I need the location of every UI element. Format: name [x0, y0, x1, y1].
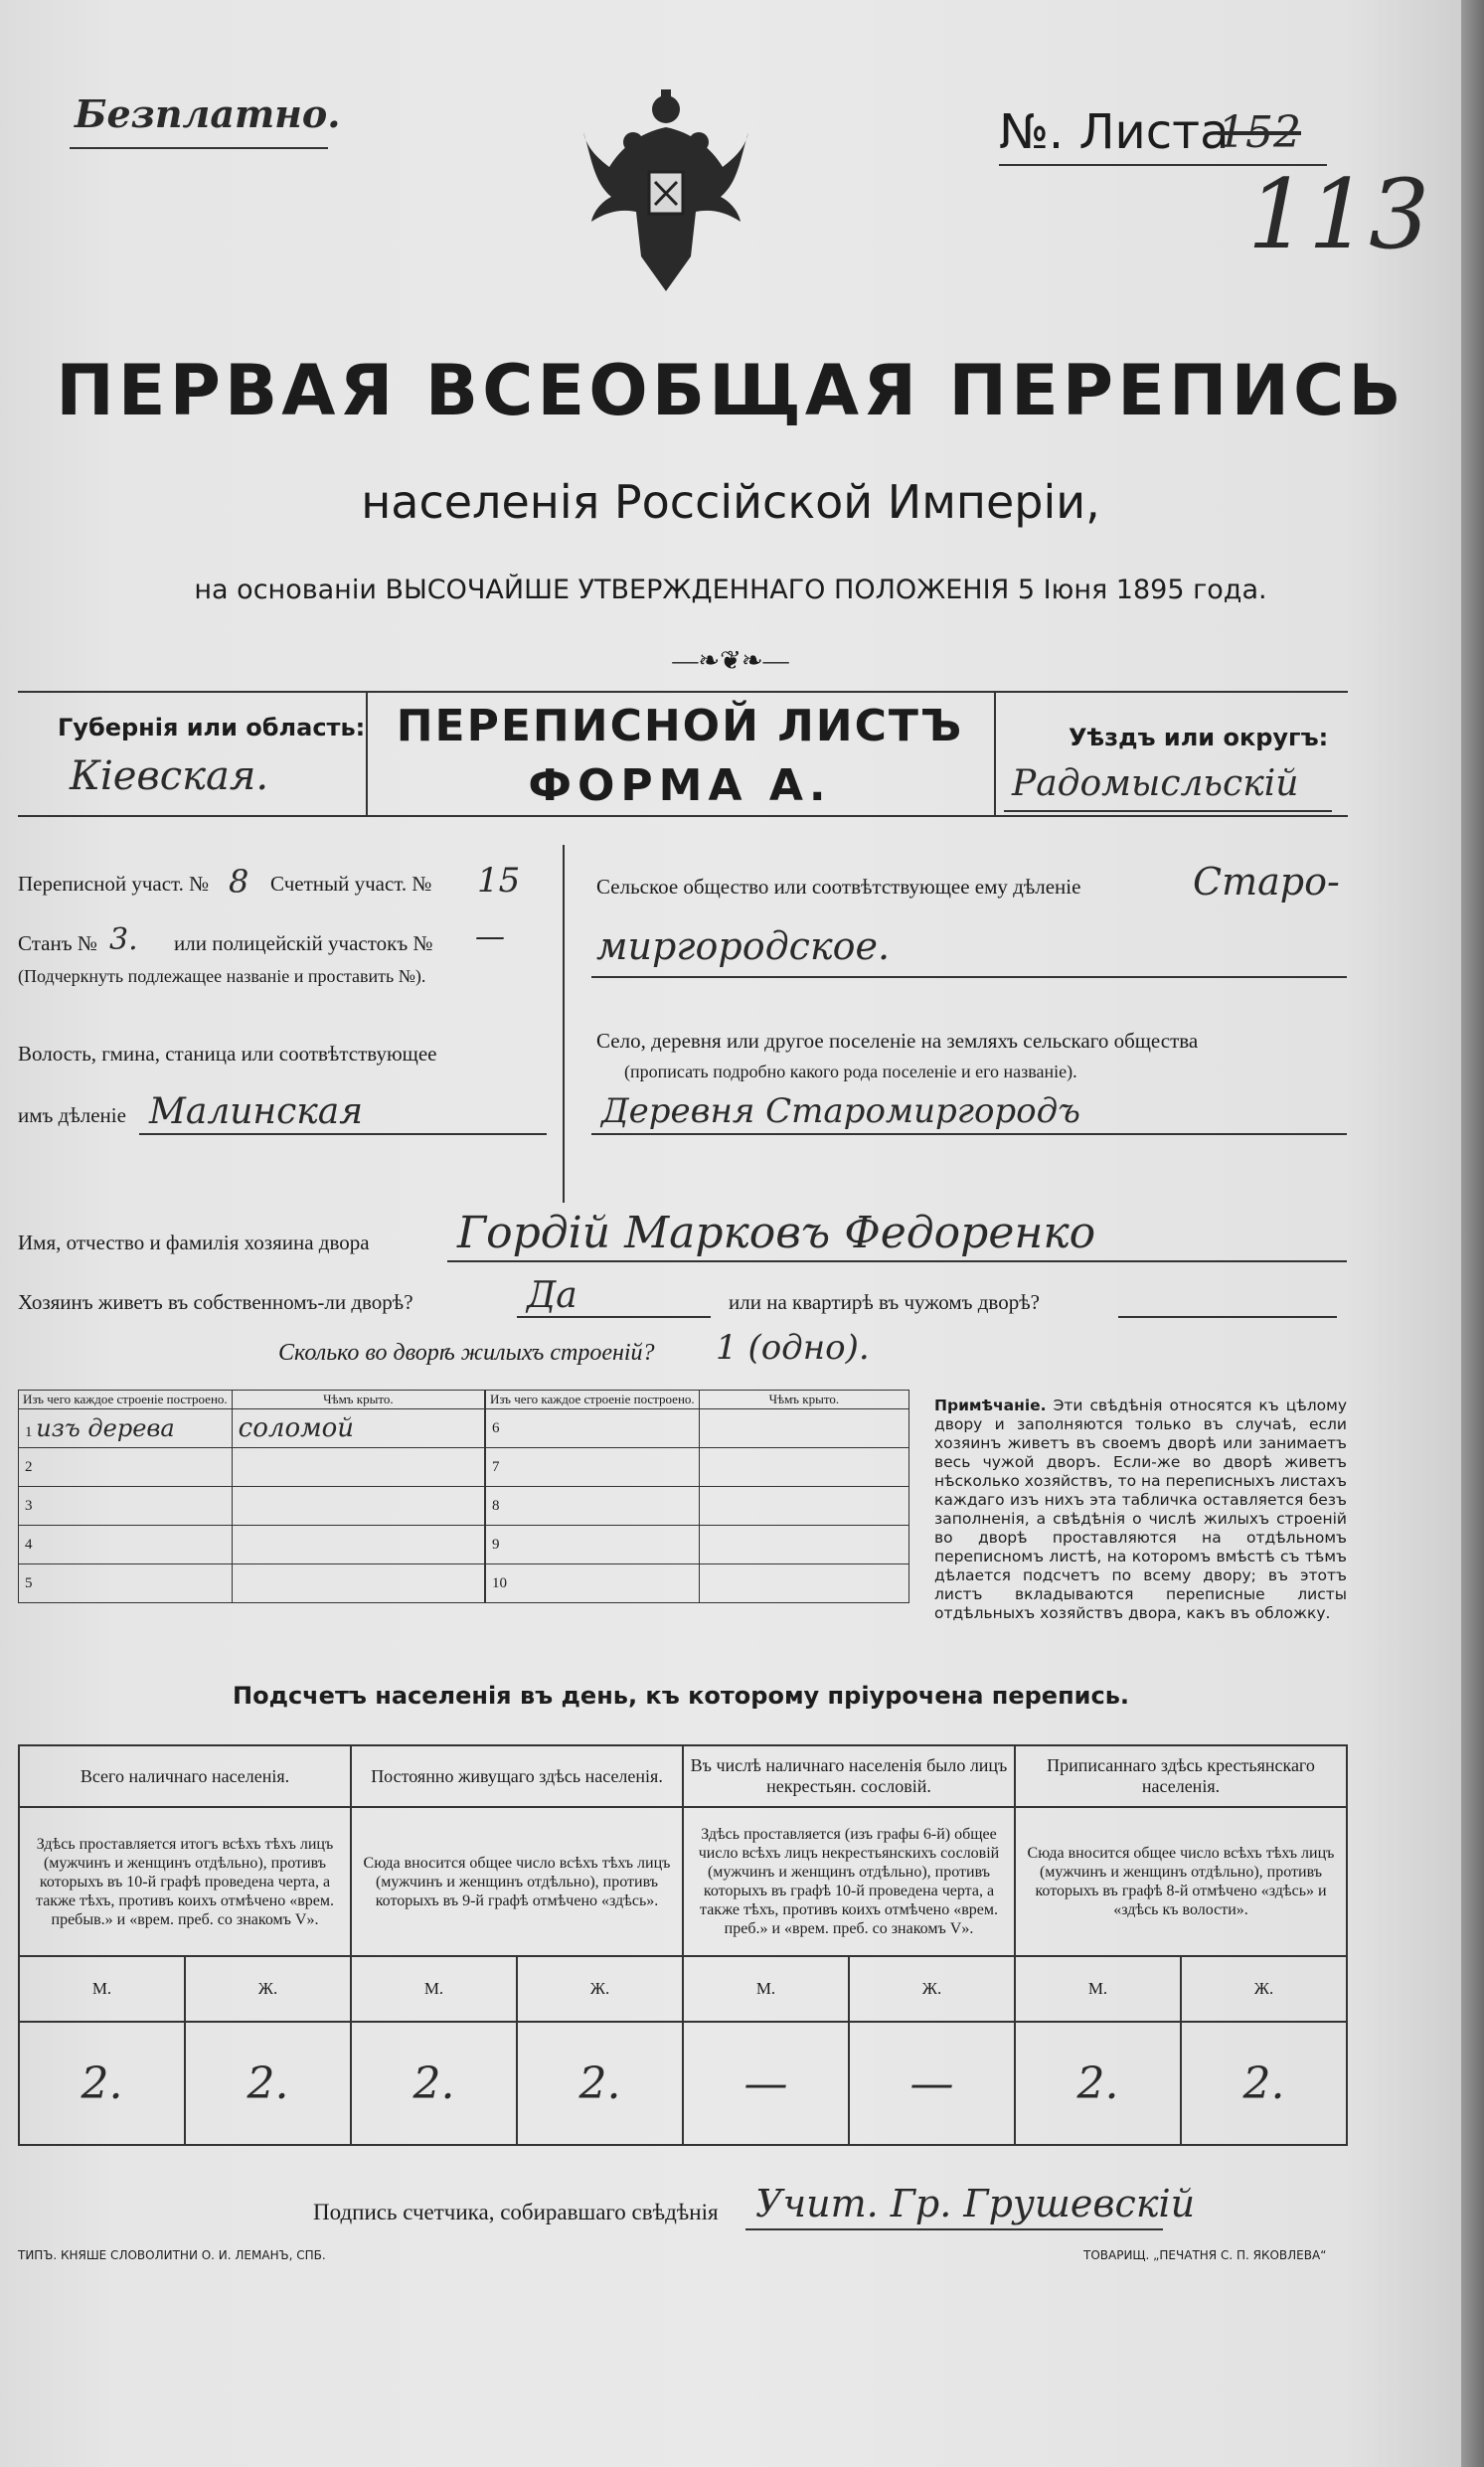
stan-label: Станъ № [18, 931, 97, 955]
schetny-value: 15 [477, 861, 521, 901]
col-total-present: Всего наличнаго населенія. [19, 1745, 351, 1807]
roof-cell [232, 1448, 484, 1487]
header-band-top [18, 691, 1348, 693]
volost-label-line2: имъ дѣленіе [18, 1103, 126, 1127]
printer-right: ТОВАРИЩ. „ПЕЧАТНЯ С. П. ЯКОВЛЕВА“ [1083, 2248, 1327, 2262]
col-permanent: Постоянно живущаго здѣсь населенія. [351, 1745, 683, 1807]
header-band-bottom [18, 815, 1348, 817]
police-label: или полицейскій участокъ № [174, 931, 433, 955]
own-yard-underline [517, 1316, 711, 1318]
roof-cell [699, 1564, 908, 1603]
free-underline [70, 147, 328, 149]
male-header: М. [19, 1956, 185, 2022]
desc-non-peasant: Здѣсь проставляется (изъ графы 6-й) общее число всѣхъ лицъ некрестьянскихъ сословій (мужчинъ и женщинъ отдѣльно), противъ которыхъ въ графѣ 10-й проведена черта, а также тѣхъ, противъ коихъ отмѣчено «врем. преб.» и «врем. преб. со знакомъ V». [683, 1807, 1015, 1956]
volost-label-line1: Волость, гмина, станица или соотвѣтствующее [18, 1042, 437, 1066]
form-subtitle: ФОРМА А. [528, 760, 832, 811]
female-header: Ж. [1181, 1956, 1347, 2022]
female-header: Ж. [517, 1956, 683, 2022]
uezd-underline [1004, 810, 1332, 812]
population-title: Подсчетъ населенія въ день, къ которому пріурочена перепись. [233, 1682, 1129, 1710]
row-number: 1 [25, 1424, 33, 1440]
village-value: Деревня Старомиргородъ [601, 1091, 1080, 1131]
note-label: Примѣчаніе. [934, 1397, 1047, 1414]
female-header: Ж. [185, 1956, 351, 2022]
page-subtitle: населенія Россійской Имперіи, [361, 475, 1100, 529]
table-row [19, 1448, 485, 1487]
uchastok-label: Переписной участ. № [18, 872, 210, 896]
desc-total-present: Здѣсь проставляется итогъ всѣхъ тѣхъ лицъ (мужчинъ и женщинъ отдѣльно), противъ которыхъ въ 10-й графѣ проведена черта, а также тѣхъ, противъ коихъ отмѣчено «врем. пребыв.» и «врем. преб. со знакомъ V». [19, 1807, 351, 1956]
col-roof: Чѣмъ крыто. [699, 1391, 908, 1409]
non-peasant-male-value: — [683, 2022, 849, 2145]
total-female-value: 2. [185, 2022, 351, 2145]
society-value-line2: миргородское. [596, 924, 891, 968]
volost-value: Малинская [149, 1091, 364, 1132]
village-label: Село, деревня или другое поселеніе на земляхъ сельскаго общества [596, 1029, 1199, 1053]
police-value: — [475, 919, 505, 954]
table-row [19, 1564, 485, 1603]
table-row [486, 1564, 909, 1603]
owner-name-underline [447, 1260, 1347, 1262]
male-header: М. [351, 1956, 517, 2022]
ornament-divider: —❧❦❧— [672, 646, 789, 675]
col-made-of: Изъ чего каждое строеніе построено. [19, 1391, 233, 1409]
permanent-female-value: 2. [517, 2022, 683, 2145]
row-number: 3 [25, 1497, 33, 1514]
male-header: М. [1015, 1956, 1181, 2022]
page-title: ПЕРВАЯ ВСЕОБЩАЯ ПЕРЕПИСЬ [56, 350, 1405, 431]
buildings-table-right [485, 1390, 909, 1603]
apartment-label: или на квартирѣ въ чужомъ дворѣ? [729, 1290, 1040, 1314]
signature-underline [745, 2228, 1163, 2230]
registered-female-value: 2. [1181, 2022, 1347, 2145]
desc-permanent: Сюда вносится общее число всѣхъ тѣхъ лицъ (мужчинъ и женщинъ отдѣльно), противъ которыхъ въ 9-й графѣ отмѣчено «здѣсь». [351, 1807, 683, 1956]
table-row [19, 1409, 485, 1448]
material-cell: изъ дерева [36, 1414, 175, 1442]
table-row [486, 1526, 909, 1564]
roof-cell [232, 1526, 484, 1564]
row-number: 6 [492, 1419, 500, 1436]
table-row [19, 1526, 485, 1564]
row-number: 10 [492, 1574, 507, 1591]
table-row [486, 1448, 909, 1487]
population-table [18, 1744, 1348, 2146]
buildings-count-label: Сколько во дворѣ жилыхъ строеній? [278, 1340, 655, 1366]
permanent-male-value: 2. [351, 2022, 517, 2145]
sheet-number-handwritten: 113 [1247, 159, 1430, 270]
uchastok-value: 8 [229, 863, 249, 901]
volost-underline [139, 1133, 547, 1135]
form-title: ПЕРЕПИСНОЙ ЛИСТЪ [396, 701, 964, 751]
location-divider [563, 845, 565, 1203]
table-row [19, 1487, 485, 1526]
sheet-number-label: №. Листа [999, 104, 1230, 160]
owner-name-label: Имя, отчество и фамилія хозяина двора [18, 1231, 370, 1254]
row-number: 9 [492, 1536, 500, 1553]
signature-label: Подпись счетчика, собиравшаго свѣдѣнія [313, 2200, 719, 2224]
double-headed-eagle-icon [581, 87, 750, 296]
printer-left: ТИПЪ. КНЯШЕ СЛОВОЛИТНИ О. И. ЛЕМАНЪ, СПБ. [18, 2248, 326, 2262]
sheet-number-printed: 152 [1218, 107, 1301, 158]
roof-cell [699, 1448, 908, 1487]
buildings-table-left [18, 1390, 485, 1603]
society-value-line1: Старо- [1193, 860, 1340, 904]
society-underline [591, 976, 1347, 978]
female-header: Ж. [849, 1956, 1015, 2022]
header-band-divider-right [994, 691, 996, 815]
registered-male-value: 2. [1015, 2022, 1181, 2145]
owner-name-value: Гордій Марковъ Федоренко [457, 1208, 1096, 1258]
village-note: (прописать подробно какого рода поселеніе и его названіе). [624, 1062, 1077, 1081]
col-registered-peasant: Приписаннаго здѣсь крестьянскаго населенія. [1015, 1745, 1347, 1807]
total-male-value: 2. [19, 2022, 185, 2145]
desc-registered-peasant: Сюда вносится общее число всѣхъ тѣхъ лицъ (мужчинъ и женщинъ отдѣльно), противъ которыхъ въ графѣ 8-й отмѣчено «здѣсь» и «здѣсь къ волости». [1015, 1807, 1347, 1956]
apartment-underline [1118, 1316, 1337, 1318]
own-yard-value: Да [527, 1275, 577, 1316]
col-roof: Чѣмъ крыто. [232, 1391, 484, 1409]
row-number: 2 [25, 1458, 33, 1475]
note-block [934, 1397, 1347, 1623]
table-row [486, 1409, 909, 1448]
village-underline [591, 1133, 1347, 1135]
note-text: Эти свѣдѣнія относятся къ цѣлому двору и заполняются только въ случаѣ, если хозяинъ живетъ въ своемъ дворѣ или занимаетъ весь чужой дворъ. Если-же во дворѣ живетъ нѣсколько хозяйствъ, то на переписныхъ листахъ каждаго изъ нихъ эта табличка оставляется безъ заполненія, а свѣдѣнія о числѣ жилыхъ строеній во дворѣ проставляются на отдѣльномъ переписномъ листѣ, на которомъ вмѣстѣ съ тѣмъ дѣлается подсчетъ по всему двору; въ этотъ листъ вкладываются переписные листы отдѣльныхъ хозяйствъ двора, какъ въ обложку. [934, 1397, 1347, 1622]
row-number: 4 [25, 1536, 33, 1553]
male-header: М. [683, 1956, 849, 2022]
page-edge [1461, 0, 1484, 2467]
row-number: 7 [492, 1458, 500, 1475]
schetny-label: Счетный участ. № [270, 872, 432, 896]
roof-cell [232, 1487, 484, 1526]
roof-cell [232, 1564, 484, 1603]
table-row [486, 1487, 909, 1526]
legal-basis: на основаніи ВЫСОЧАЙШЕ УТВЕРЖДЕННАГО ПОЛОЖЕНІЯ 5 Іюня 1895 года. [194, 575, 1267, 605]
col-made-of: Изъ чего каждое строеніе построено. [486, 1391, 700, 1409]
col-non-peasant: Въ числѣ наличнаго населенія было лицъ некрестьян. сословій. [683, 1745, 1015, 1807]
roof-cell [699, 1487, 908, 1526]
roof-cell [699, 1526, 908, 1564]
non-peasant-female-value: — [849, 2022, 1015, 2145]
roof-cell [699, 1409, 908, 1448]
uezd-value: Радомысльскій [1012, 763, 1299, 804]
own-yard-label: Хозяинъ живетъ въ собственномъ-ли дворѣ? [18, 1290, 413, 1314]
gubernia-label: Губернія или область: [58, 714, 366, 741]
buildings-count-value: 1 (одно). [716, 1328, 870, 1368]
society-label: Сельское общество или соотвѣтствующее ему дѣленіе [596, 875, 1081, 899]
signature-value: Учит. Гр. Грушевскій [755, 2182, 1196, 2225]
row-number: 5 [25, 1574, 33, 1591]
stan-value: 3. [109, 922, 138, 957]
uezd-label: Уѣздъ или округъ: [1069, 724, 1329, 751]
gubernia-value: Кіевская. [70, 753, 269, 799]
free-label: Безплатно. [75, 91, 341, 136]
row-number: 8 [492, 1497, 500, 1514]
roof-cell: соломой [232, 1409, 484, 1448]
underline-note: (Подчеркнуть подлежащее названіе и проставить №). [18, 966, 426, 986]
